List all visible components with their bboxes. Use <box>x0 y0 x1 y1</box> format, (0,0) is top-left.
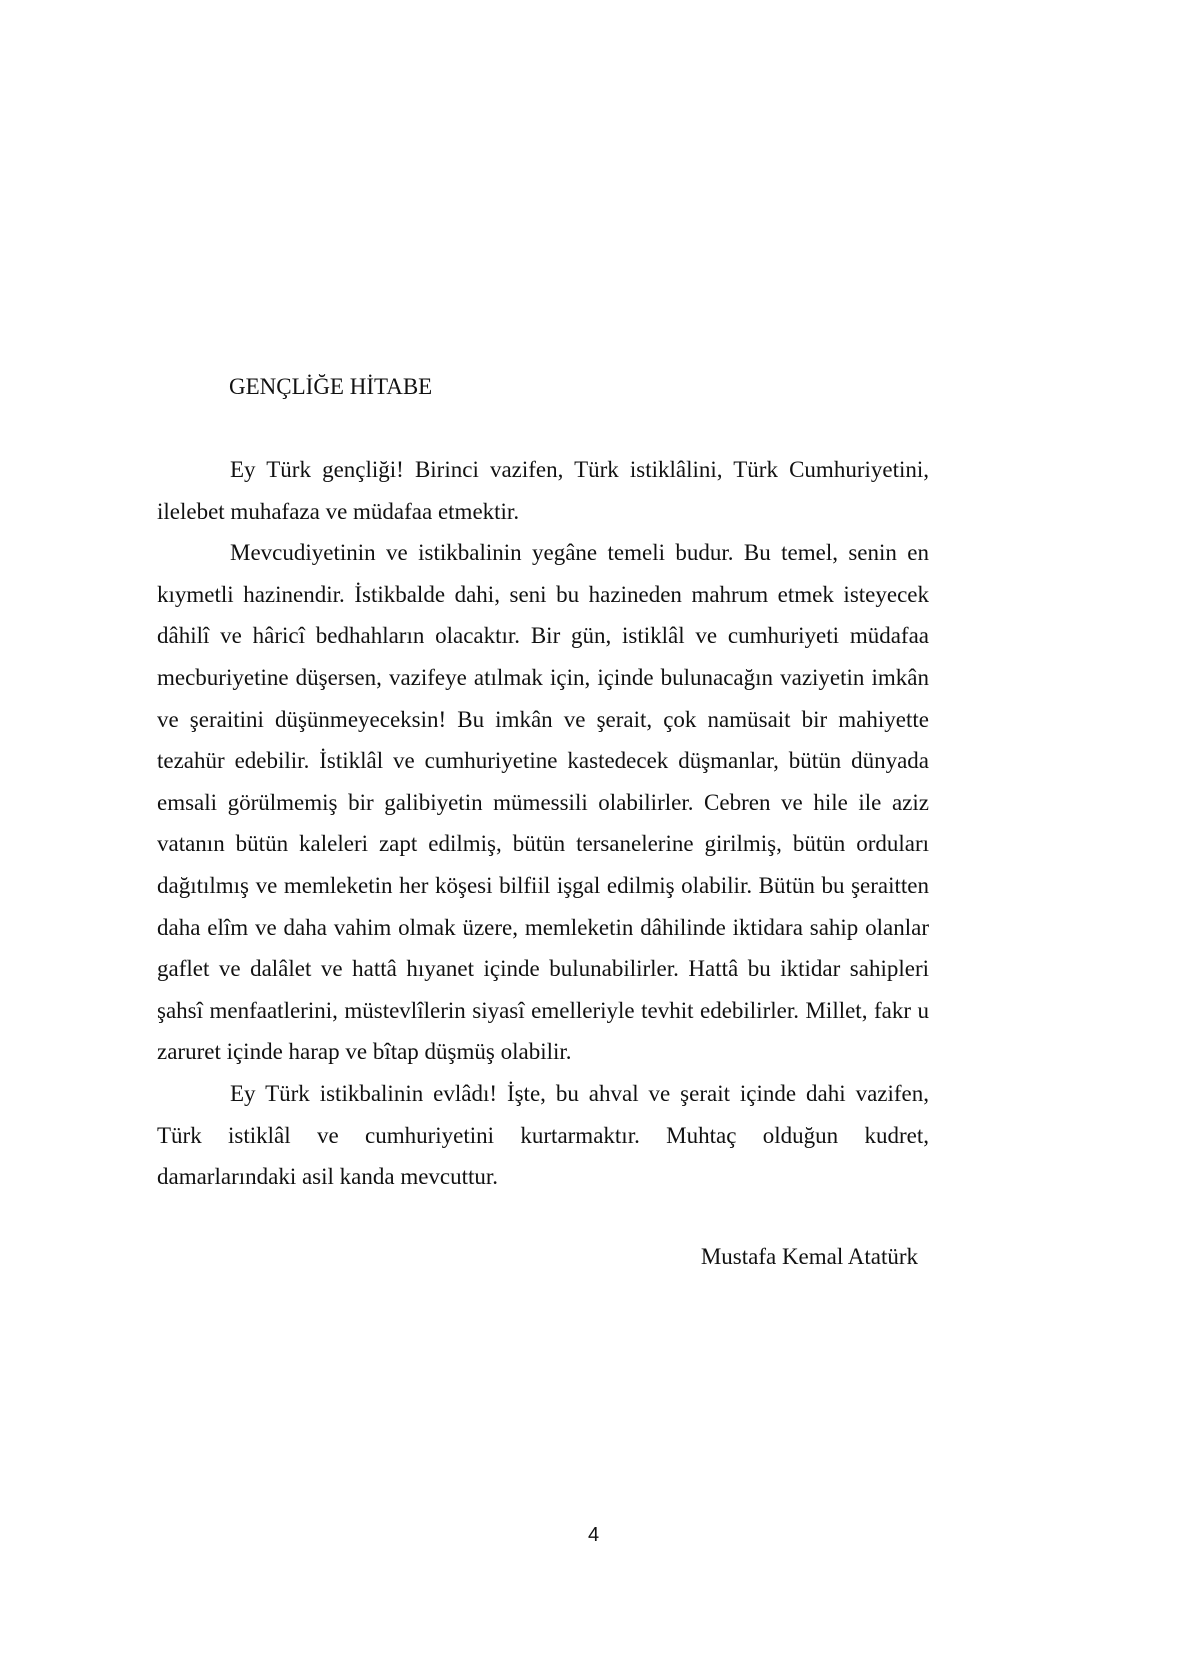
page-number: 4 <box>587 1524 600 1546</box>
signature: Mustafa Kemal Atatürk <box>700 1244 918 1269</box>
paragraph-1: Ey Türk gençliği! Birinci vazifen, Türk istiklâlini, Türk Cumhuriyetini, ilelebet muhafaza ve müdafaa etmektir. <box>157 457 929 524</box>
paragraph-3: Ey Türk istikbalinin evlâdı! İşte, bu ahval ve şerait içinde dahi vazifen, Türk istiklâl ve cumhuriyetini kurtarmaktır. Muhtaç olduğun kudret, damarlarındaki asil kanda mevcuttur. <box>157 1080 929 1190</box>
document-body <box>157 449 929 1198</box>
page-title: GENÇLİĞE HİTABE <box>229 374 433 399</box>
paragraph-2: Mevcudiyetinin ve istikbalinin yegâne temeli budur. Bu temel, senin en kıymetli hazinendir. İstikbalde dahi, seni bu hazineden mahrum etmek isteyecek dâhilî ve hâricî bedhahların olacaktır. Bir gün, istiklâl ve cumhuriyeti müdafaa mecburiyetine düşersen, vazifeye atılmak için, içinde bulunacağın vaziyetin imkân ve şeraitini düşünmeyeceksin! Bu imkân ve şerait, çok namüsait bir mahiyette tezahür edebilir. İstiklâl ve cumhuriyetine kastedecek düşmanlar, bütün dünyada emsali görülmemiş bir galibiyetin mümessili olabilirler. Cebren ve hile ile aziz vatanın bütün kaleleri zapt edilmiş, bütün tersanelerine girilmiş, bütün orduları dağıtılmış ve memleketin her köşesi bilfiil işgal edilmiş olabilir. Bütün bu şeraitten daha elîm ve daha vahim olmak üzere, memleketin dâhilinde iktidara sahip olanlar gaflet ve dalâlet ve hattâ hıyanet içinde bulunabilirler. Hattâ bu iktidar sahipleri şahsî menfaatlerini, müstevlîlerin siyasî emelleriyle tevhit edebilirler. Millet, fakr u zaruret içinde harap ve bîtap düşmüş olabilir. <box>157 540 929 1065</box>
